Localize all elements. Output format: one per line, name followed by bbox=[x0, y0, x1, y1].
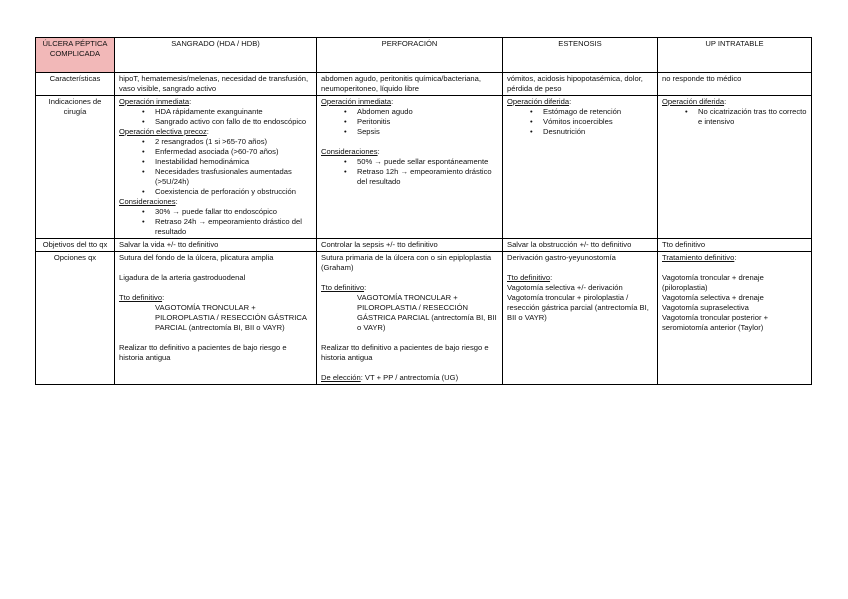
list-item: • Retraso 12h → empeoramiento drástico del resultado bbox=[357, 167, 498, 187]
list-item: • Abdomen agudo bbox=[357, 107, 498, 117]
list-item: • Peritonitis bbox=[357, 117, 498, 127]
list-item: • Sepsis bbox=[357, 127, 498, 137]
list-item: • 50% → puede sellar espontáneamente bbox=[357, 157, 498, 167]
cell-objetivos-intratable: Tto definitivo bbox=[658, 239, 812, 252]
paragraph: Sutura primaria de la úlcera con o sin epiploplastia (Graham) bbox=[321, 253, 492, 272]
column-header-sangrado: SANGRADO (HDA / HDB) bbox=[115, 38, 317, 73]
row-objetivos bbox=[36, 239, 812, 252]
cell-indicaciones-perforacion: Operación inmediata: • Abdomen agudo • Peritonitis • Sepsis Consideraciones: • 50% → puede sellar espontáneamente • Retraso 12h → empeoramiento drástico del resultado bbox=[317, 96, 503, 239]
paragraph: Ligadura de la arteria gastroduodenal bbox=[119, 273, 246, 282]
row-caracteristicas bbox=[36, 73, 812, 96]
list-item: • Coexistencia de perforación y obstrucción bbox=[155, 187, 312, 197]
list-item: • Inestabilidad hemodinámica bbox=[155, 157, 312, 167]
paragraph: Vagotomía troncular + drenaje (piloroplastia) bbox=[662, 273, 764, 292]
paragraph: Vagotomía selectiva + drenaje bbox=[662, 293, 764, 302]
list-item: • Vómitos incoercibles bbox=[543, 117, 653, 127]
column-header-perforacion: PERFORACIÓN bbox=[317, 38, 503, 73]
list-item: • Sangrado activo con fallo de tto endoscópico bbox=[155, 117, 312, 127]
bullet-list bbox=[321, 107, 498, 137]
paragraph: : VT + PP / antrectomía (UG) bbox=[360, 373, 459, 382]
section-title: Tto definitivo bbox=[507, 273, 551, 282]
list-item: • Necesidades trasfusionales aumentadas (>5U/24h) bbox=[155, 167, 312, 187]
bullet-list bbox=[507, 107, 653, 137]
section-title: Consideraciones bbox=[119, 197, 176, 206]
cell-objetivos-perforacion: Controlar la sepsis +/- tto definitivo bbox=[317, 239, 503, 252]
cell-opciones-perforacion: Sutura primaria de la úlcera con o sin epiploplastia (Graham) Tto definitivo: VAGOTOMÍA TRONCULAR + PILOROPLASTIA / RESECCIÓN GÁSTRICA PARCIAL (antrectomía BI, BII o VAYR) Realizar tto definitivo a pacientes de bajo riesgo e historia antigua De elección: VT + PP / antrectomía (UG) bbox=[317, 252, 503, 385]
cell-objetivos-estenosis: Salvar la obstrucción +/- tto definitivo bbox=[503, 239, 658, 252]
cell-caracteristicas-estenosis: vómitos, acidosis hipopotasémica, dolor, pérdida de peso bbox=[503, 73, 658, 96]
bullet-list bbox=[119, 137, 312, 197]
cell-caracteristicas-intratable: no responde tto médico bbox=[658, 73, 812, 96]
section-title: Operación inmediata bbox=[119, 97, 190, 106]
list-item: • No cicatrización tras tto correcto e intensivo bbox=[698, 107, 807, 127]
list-item: • HDA rápidamente exanguinante bbox=[155, 107, 312, 117]
comparison-table bbox=[35, 37, 812, 385]
paragraph: Sutura del fondo de la úlcera, plicatura amplia bbox=[119, 253, 274, 262]
bullet-list bbox=[119, 207, 312, 237]
row-indicaciones bbox=[36, 96, 812, 239]
row-label-caracteristicas: Características bbox=[36, 73, 115, 96]
section-title: Tratamiento definitivo bbox=[662, 253, 735, 262]
bullet-list bbox=[321, 157, 498, 187]
cell-indicaciones-sangrado: Operación inmediata: • HDA rápidamente exanguinante • Sangrado activo con fallo de tto endoscópico Operación electiva precoz: • 2 resangrados (1 si >65-70 años) • Enfermedad asociada (>60-70 años) • Inestabilidad hemodinámica • Necesidades trasfusionales aumentadas (>5U/24h) • Coexistencia de perforación y obstrucción Consideraciones: • 30% → puede fallar tto endoscópico • Retraso 24h → empeoramiento drástico del resultado bbox=[115, 96, 317, 239]
column-header-estenosis: ESTENOSIS bbox=[503, 38, 658, 73]
row-label-indicaciones: Indicaciones de cirugía bbox=[36, 96, 115, 239]
list-item: • Estómago de retención bbox=[543, 107, 653, 117]
paragraph: Realizar tto definitivo a pacientes de bajo riesgo e historia antigua bbox=[119, 343, 287, 362]
list-item: • Retraso 24h → empeoramiento drástico del resultado bbox=[155, 217, 312, 237]
paragraph: Realizar tto definitivo a pacientes de bajo riesgo e historia antigua bbox=[321, 343, 489, 362]
paragraph: Derivación gastro-yeyunostomía bbox=[507, 253, 616, 262]
section-title: Tto definitivo bbox=[119, 293, 163, 302]
section-title: Consideraciones bbox=[321, 147, 378, 156]
cell-opciones-intratable: Tratamiento definitivo: Vagotomía troncular + drenaje (piloroplastia) Vagotomía selectiva + drenaje Vagotomía supraselectiva Vagotomía troncular posterior + seromiotomía anterior (Taylor) bbox=[658, 252, 812, 385]
section-title: Operación electiva precoz bbox=[119, 127, 207, 136]
cell-objetivos-sangrado: Salvar la vida +/- tto definitivo bbox=[115, 239, 317, 252]
paragraph: Vagotomía supraselectiva bbox=[662, 303, 749, 312]
paragraph: VAGOTOMÍA TRONCULAR + PILOROPLASTIA / RESECCIÓN GÁSTRICA PARCIAL (antrectomía BI, BII o VAYR) bbox=[357, 293, 497, 332]
corner-header: ÚLCERA PÉPTICA COMPLICADA bbox=[36, 38, 115, 73]
bullet-list bbox=[119, 107, 312, 127]
list-item: • 30% → puede fallar tto endoscópico bbox=[155, 207, 312, 217]
cell-opciones-sangrado: Sutura del fondo de la úlcera, plicatura amplia Ligadura de la arteria gastroduodenal Tto definitivo: VAGOTOMÍA TRONCULAR + PILOROPLASTIA / RESECCIÓN GÁSTRICA PARCIAL (antrectomía BI, BII o VAYR) Realizar tto definitivo a pacientes de bajo riesgo e historia antigua bbox=[115, 252, 317, 385]
section-title: Operación inmediata bbox=[321, 97, 392, 106]
paragraph: Vagotomía selectiva +/- derivación bbox=[507, 283, 623, 292]
list-item: • Desnutrición bbox=[543, 127, 653, 137]
row-opciones bbox=[36, 252, 812, 385]
paragraph: Vagotomía troncular + piroloplastia / resección gástrica parcial (antrectomía BI, BII o VAYR) bbox=[507, 293, 649, 322]
cell-indicaciones-estenosis: Operación diferida: • Estómago de retención • Vómitos incoercibles • Desnutrición bbox=[503, 96, 658, 239]
paragraph: VAGOTOMÍA TRONCULAR + PILOROPLASTIA / RESECCIÓN GÁSTRICA PARCIAL (antrectomía BI, BII o VAYR) bbox=[155, 303, 307, 332]
row-label-opciones: Opciones qx bbox=[36, 252, 115, 385]
header-row bbox=[36, 38, 812, 73]
column-header-intratable: UP INTRATABLE bbox=[658, 38, 812, 73]
paragraph: Vagotomía troncular posterior + seromiotomía anterior (Taylor) bbox=[662, 313, 769, 332]
cell-opciones-estenosis: Derivación gastro-yeyunostomía Tto definitivo: Vagotomía selectiva +/- derivación Vagotomía troncular + piroloplastia / resección gástrica parcial (antrectomía BI, BII o VAYR) bbox=[503, 252, 658, 385]
section-title: De elección bbox=[321, 373, 361, 382]
cell-caracteristicas-perforacion: abdomen agudo, peritonitis química/bacteriana, neumoperitoneo, líquido libre bbox=[317, 73, 503, 96]
list-item: • 2 resangrados (1 si >65-70 años) bbox=[155, 137, 312, 147]
cell-indicaciones-intratable: Operación diferida: • No cicatrización tras tto correcto e intensivo bbox=[658, 96, 812, 239]
section-title: Operación diferida bbox=[662, 97, 725, 106]
section-title: Tto definitivo bbox=[321, 283, 365, 292]
list-item: • Enfermedad asociada (>60-70 años) bbox=[155, 147, 312, 157]
bullet-list bbox=[662, 107, 807, 127]
cell-caracteristicas-sangrado: hipoT, hematemesis/melenas, necesidad de transfusión, vaso visible, sangrado activo bbox=[115, 73, 317, 96]
row-label-objetivos: Objetivos del tto qx bbox=[36, 239, 115, 252]
section-title: Operación diferida bbox=[507, 97, 570, 106]
